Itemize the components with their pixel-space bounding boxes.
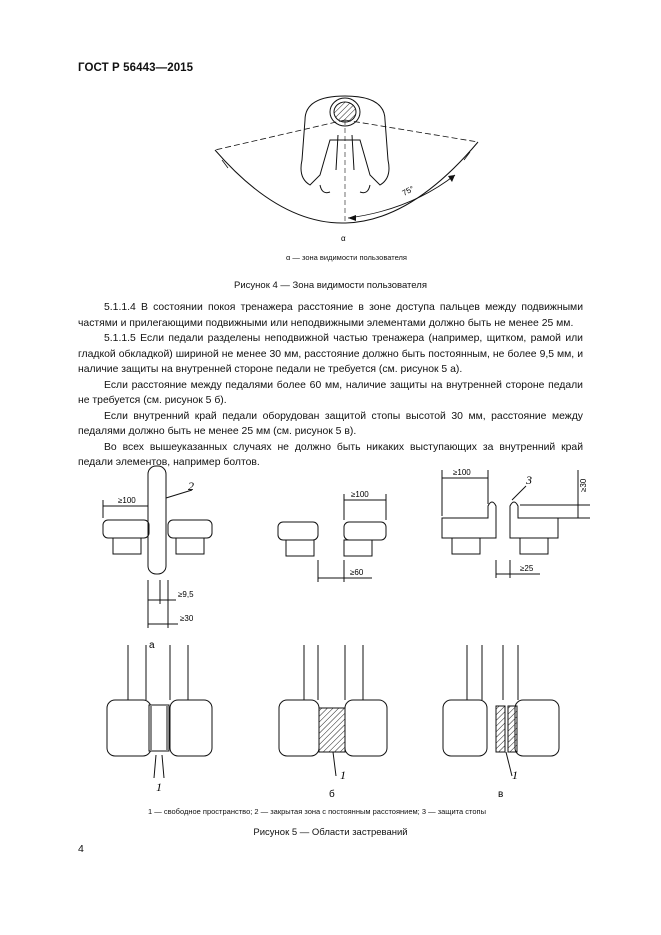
paragraph-30mm-guard: Если внутренний край педали оборудован защитой стопы высотой 30 мм, расстояние между педалями должно быть не менее 25 мм (см. рисунок 5 в). xyxy=(78,410,583,437)
panel-c-dim-side: ≥30 xyxy=(579,478,588,492)
angle-label: 75° xyxy=(400,184,416,198)
figure-4-caption: Рисунок 4 — Зона видимости пользователя xyxy=(234,280,427,291)
panel-a-dim-top: ≥100 xyxy=(118,496,136,505)
panel-a-dim-mid: ≥9,5 xyxy=(178,590,194,599)
document-header: ГОСТ Р 56443—2015 xyxy=(78,62,194,74)
panel-a-side-view xyxy=(103,466,212,628)
panel-c-side-view xyxy=(442,470,590,578)
figure-4-legend: α — зона видимости пользователя xyxy=(286,253,407,262)
paragraph-5-1-1-5: 5.1.1.5 Если педали разделены неподвижной частью тренажера (например, щитком, рамой или гладкой обкладкой) шириной не менее 30 мм, расстояние должно быть постоянным, не более 9,5 мм, и наличие защиты на внутренней стороне педали не требуется (см. рисунок 5 а). xyxy=(78,333,583,375)
paragraph-60mm: Если расстояние между педалями более 60 мм, наличие защиты на внутренней стороне педали не требуется (см. рисунок 5 б). xyxy=(78,379,583,406)
panel-b-bottom-callout: 1 xyxy=(340,768,346,782)
paragraph-5-1-1-4: 5.1.1.4 В состоянии покоя тренажера расстояние в зоне доступа пальцев между подвижными частями и прилегающими подвижными или неподвижными элементами должно быть не менее 25 мм. xyxy=(78,302,583,329)
page-number: 4 xyxy=(78,843,84,855)
panel-b-dim-bottom: ≥60 xyxy=(350,568,364,577)
panel-a-label: а xyxy=(149,640,155,651)
panel-c-dim-bottom: ≥25 xyxy=(520,564,534,573)
panel-a-bottom-callout: 1 xyxy=(156,780,162,794)
panel-b-dim-top: ≥100 xyxy=(351,490,369,499)
panel-a-callout: 2 xyxy=(188,479,194,493)
panel-c-label: в xyxy=(498,789,504,800)
panel-a-dim-bottom: ≥30 xyxy=(180,614,194,623)
panel-a-top-view xyxy=(107,645,212,778)
alpha-label: α xyxy=(341,234,346,243)
figure-5-legend: 1 — свободное пространство; 2 — закрытая зона с постоянным расстоянием; 3 — защита стопы xyxy=(148,807,486,816)
panel-c-top-view xyxy=(443,645,559,776)
panel-c-bottom-callout: 1 xyxy=(512,768,518,782)
panel-c-callout: 3 xyxy=(526,473,532,487)
paragraph-no-protrusions: Во всех вышеуказанных случаях не должно быть никаких выступающих за внутренний край педали элементов, например болтов. xyxy=(78,441,583,468)
panel-b-top-view xyxy=(279,645,387,776)
panel-b-label: б xyxy=(329,789,335,800)
panel-b-side-view xyxy=(278,494,386,582)
panel-c-dim-top: ≥100 xyxy=(453,468,471,477)
figure-5-caption: Рисунок 5 — Области застреваний xyxy=(253,827,408,838)
